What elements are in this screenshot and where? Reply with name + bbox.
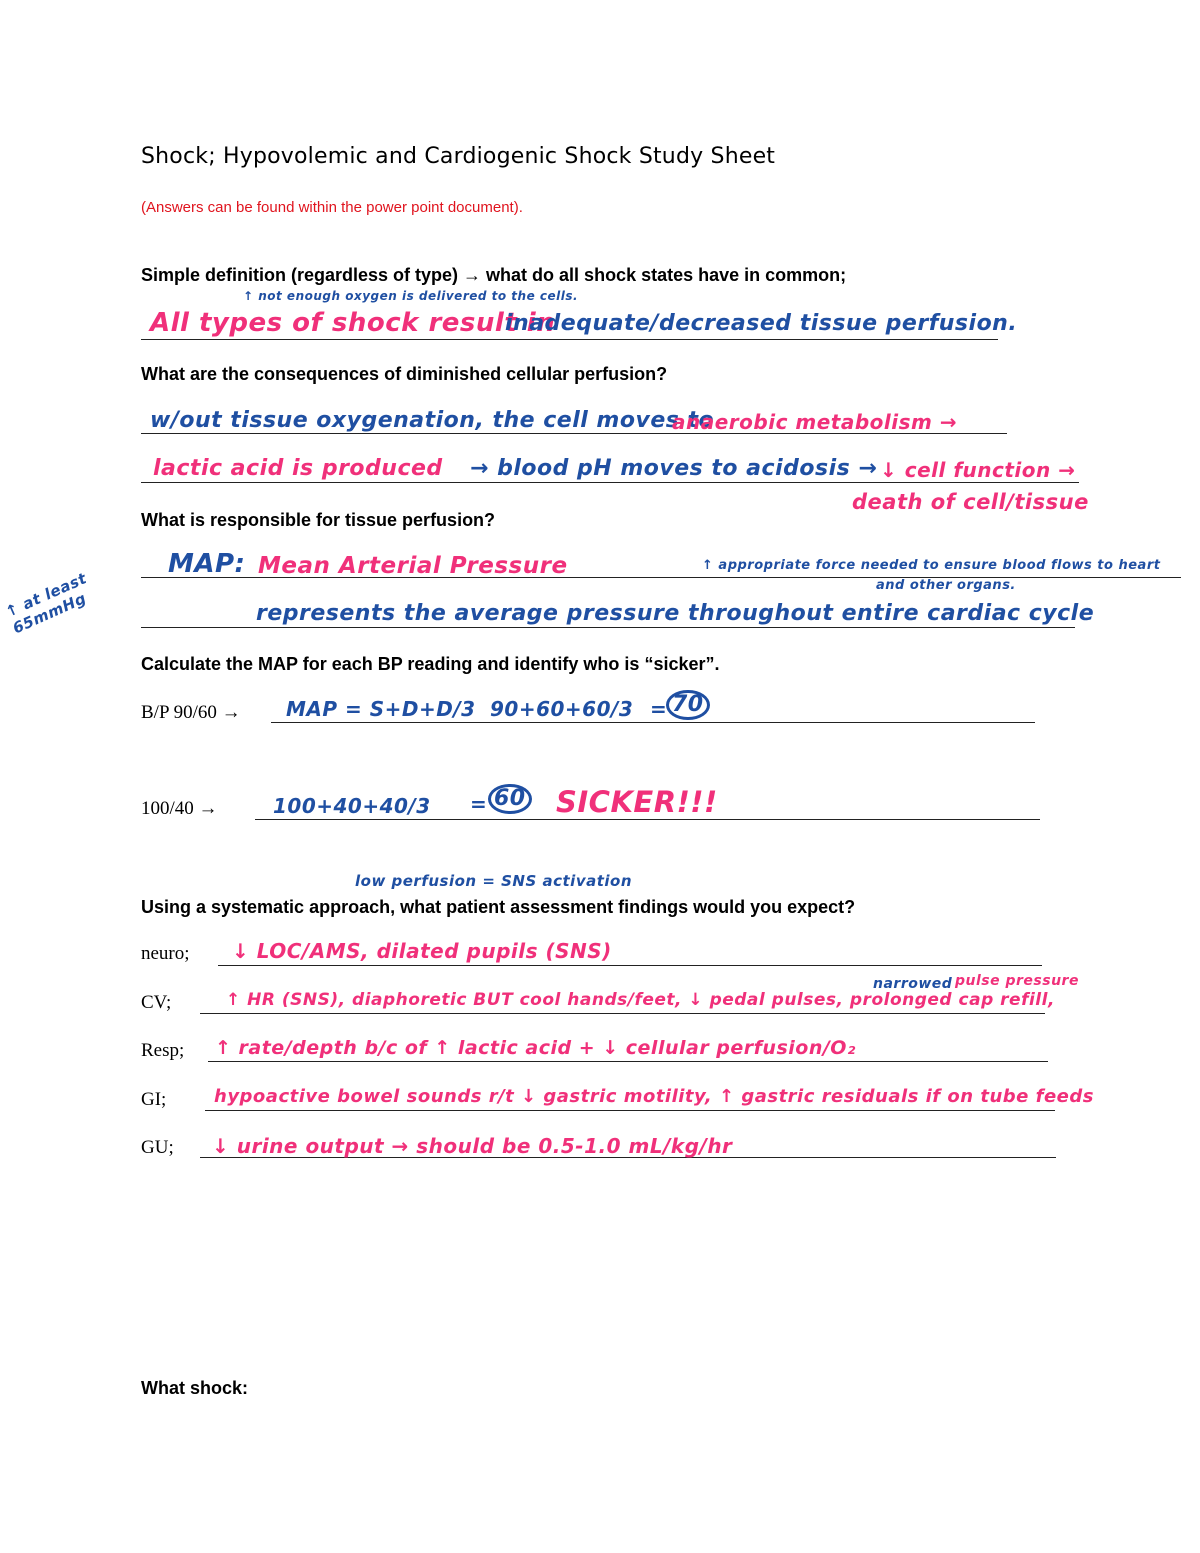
bp1-equals: = (650, 697, 668, 721)
answer-line (208, 1061, 1048, 1062)
answer-line (205, 1110, 1055, 1111)
answer-consequences-1b: anaerobic metabolism → (672, 410, 958, 434)
answer-line (255, 819, 1040, 820)
bp2-equals: = (470, 792, 488, 816)
answer-line (271, 722, 1035, 723)
question-consequences: What are the consequences of diminished cellular perfusion? (141, 364, 668, 384)
neuro-label: neuro; (141, 943, 190, 964)
answer-map-definition: represents the average pressure throughout entire cardiac cycle (256, 601, 1095, 626)
answer-line (218, 965, 1042, 966)
annotation-oxygen: ↑ not enough oxygen is delivered to the cells. (243, 289, 579, 303)
page-title: Shock; Hypovolemic and Cardiogenic Shock Study Sheet (141, 144, 776, 169)
bp2-label: 100/40 → (141, 798, 218, 819)
annotation-organs: and other organs. (876, 578, 1016, 593)
bp2-result-circle (488, 784, 532, 814)
resp-label: Resp; (141, 1040, 185, 1061)
question-calculate-map: Calculate the MAP for each BP reading and identify who is “sicker”. (141, 654, 720, 674)
question-what-shock: What shock: (141, 1378, 249, 1398)
question-assessment: Using a systematic approach, what patient assessment findings would you expect? (141, 897, 856, 917)
source-note: (Answers can be found within the power point document). (141, 199, 523, 216)
answer-line (141, 627, 1075, 628)
gu-label: GU; (141, 1137, 174, 1158)
answer-consequences-1a: w/out tissue oxygenation, the cell moves to (150, 408, 715, 433)
answer-consequences-2a: lactic acid is produced (153, 456, 443, 481)
answer-definition-b: inadequate/decreased tissue perfusion. (505, 311, 1018, 336)
answer-consequences-2b: → blood pH moves to acidosis → (470, 456, 878, 481)
bp1-result-circle (666, 690, 710, 720)
answer-consequences-2c: ↓ cell function → (880, 458, 1076, 482)
neuro-answer: ↓ LOC/AMS, dilated pupils (SNS) (232, 939, 612, 963)
answer-definition-a: All types of shock result in (150, 308, 556, 338)
bp1-label: B/P 90/60 → (141, 702, 241, 723)
bp2-calculation: 100+40+40/3 (273, 794, 431, 818)
bp2-result: 60 (488, 784, 532, 814)
gi-label: GI; (141, 1089, 167, 1110)
cv-label: CV; (141, 992, 172, 1013)
question-tissue-perfusion: What is responsible for tissue perfusion? (141, 510, 496, 530)
map-formula: MAP = S+D+D/3 (286, 697, 476, 721)
gi-answer: hypoactive bowel sounds r/t ↓ gastric motility, ↑ gastric residuals if on tube feeds (214, 1086, 1094, 1107)
answer-map-full: Mean Arterial Pressure (258, 553, 568, 579)
cv-annotation-narrowed: narrowed (873, 976, 953, 992)
bp1-calculation: 90+60+60/3 (490, 697, 634, 721)
annotation-sns: low perfusion = SNS activation (355, 872, 633, 890)
margin-note-65: ↑ at least 65mmHg (2, 569, 90, 638)
sicker-verdict: SICKER!!! (556, 785, 718, 819)
annotation-force: ↑ appropriate force needed to ensure blood flows to heart (702, 558, 1161, 573)
answer-line (141, 482, 1079, 483)
bp1-result: 70 (666, 690, 710, 720)
answer-map-abbrev: MAP: (168, 549, 246, 579)
gu-answer: ↓ urine output → should be 0.5-1.0 mL/kg/hr (212, 1134, 733, 1158)
answer-consequences-3: death of cell/tissue (852, 490, 1089, 514)
cv-answer: ↑ HR (SNS), diaphoretic BUT cool hands/feet, ↓ pedal pulses, prolonged cap refill, (226, 990, 1055, 1010)
answer-line (200, 1013, 1045, 1014)
answer-line (141, 339, 998, 340)
resp-answer: ↑ rate/depth b/c of ↑ lactic acid + ↓ cellular perfusion/O₂ (215, 1037, 856, 1059)
question-definition: Simple definition (regardless of type) → what do all shock states have in common; (141, 265, 847, 285)
cv-annotation-pulse-pressure: pulse pressure (955, 973, 1079, 989)
